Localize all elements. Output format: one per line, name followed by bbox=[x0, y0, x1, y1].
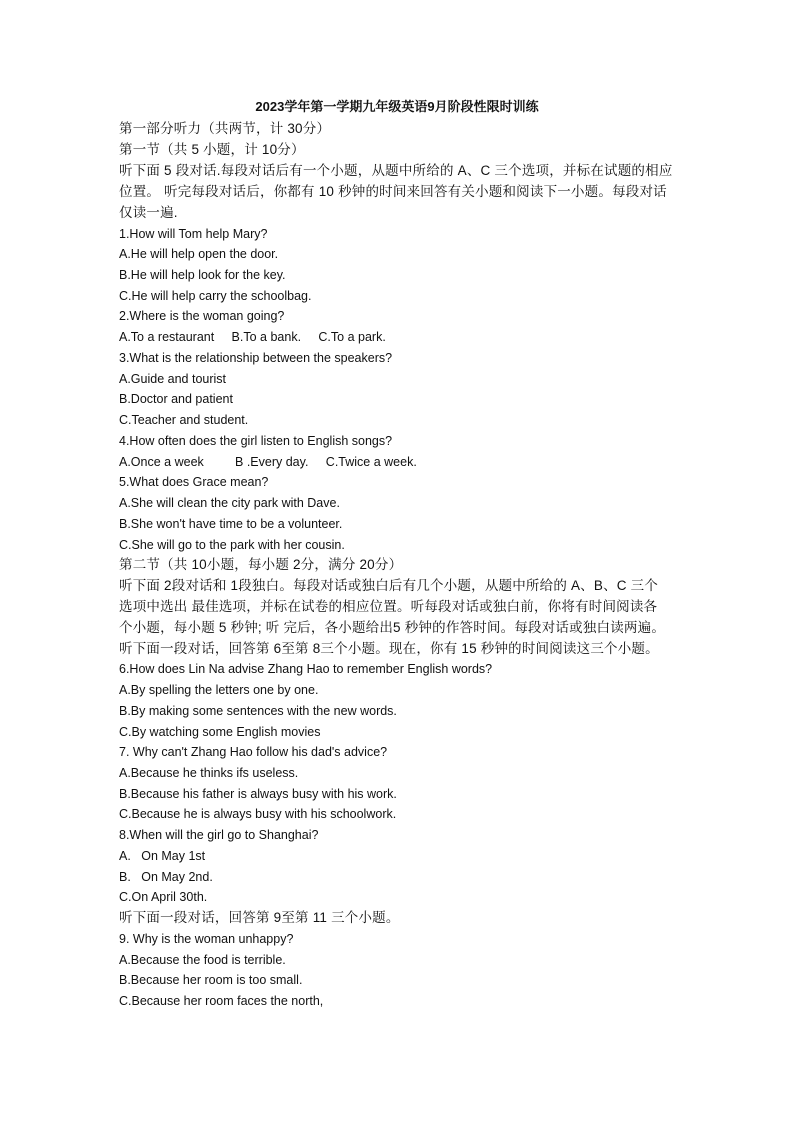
question: 1.How will Tom help Mary? bbox=[119, 227, 268, 241]
answer-option: C.By watching some English movies bbox=[119, 725, 321, 739]
document-title: 2023学年第一学期九年级英语9月阶段性限时训练 bbox=[255, 99, 539, 114]
question: 5.What does Grace mean? bbox=[119, 475, 269, 489]
section-heading: 第一节（共 5 小题，计 10分） bbox=[119, 142, 305, 157]
instruction-line: 听下面 5 段对话.每段对话后有一个小题，从题中所给的 A、C 三个选项，并标在试题的相应 bbox=[119, 163, 673, 178]
answer-option: A.Because the food is terrible. bbox=[119, 953, 286, 967]
question: 3.What is the relationship between the speakers? bbox=[119, 351, 393, 365]
answer-option: B. On May 2nd. bbox=[119, 870, 213, 884]
answer-option: A.Because he thinks ifs useless. bbox=[119, 766, 299, 780]
instruction-line: 位置。 听完每段对话后，你都有 10 秒钟的时间来回答有关小题和阅读下一小题。每段对话 bbox=[119, 184, 667, 199]
instruction-line: 仅读一遍. bbox=[119, 205, 178, 220]
answer-option: B.Because her room is too small. bbox=[119, 973, 303, 987]
instruction-line: 听下面一段对话，回答第 9至第 11 三个小题。 bbox=[119, 910, 400, 925]
answer-option: C.He will help carry the schoolbag. bbox=[119, 289, 312, 303]
answer-option: C.She will go to the park with her cousin. bbox=[119, 538, 345, 552]
instruction-line: 选项中选出 最佳选项，并标在试卷的相应位置。听每段对话或独白前，你将有时间阅读各 bbox=[119, 599, 658, 614]
answer-option: C.Teacher and student. bbox=[119, 413, 249, 427]
question: 7. Why can't Zhang Hao follow his dad's advice? bbox=[119, 745, 388, 759]
question: 8.When will the girl go to Shanghai? bbox=[119, 828, 319, 842]
answer-option: A. On May 1st bbox=[119, 849, 206, 863]
answer-option: B.She won't have time to be a volunteer. bbox=[119, 517, 343, 531]
answer-option: B.By making some sentences with the new words. bbox=[119, 704, 397, 718]
answer-option: A.She will clean the city park with Dave. bbox=[119, 496, 340, 510]
answer-options: A.Once a week B .Every day. C.Twice a week. bbox=[119, 455, 417, 469]
answer-option: C.Because he is always busy with his schoolwork. bbox=[119, 807, 397, 821]
answer-option: B.Doctor and patient bbox=[119, 392, 233, 406]
answer-option: A.By spelling the letters one by one. bbox=[119, 683, 319, 697]
question: 9. Why is the woman unhappy? bbox=[119, 932, 294, 946]
instruction-line: 听下面一段对话，回答第 6至第 8三个小题。现在，你有 15 秒钟的时间阅读这三个小题。 bbox=[119, 641, 659, 656]
answer-option: C.On April 30th. bbox=[119, 890, 208, 904]
question: 4.How often does the girl listen to English songs? bbox=[119, 434, 393, 448]
section-heading: 第二节（共 10小题，每小题 2分，满分 20分） bbox=[119, 557, 403, 572]
answer-option: B.He will help look for the key. bbox=[119, 268, 286, 282]
instruction-line: 个小题，每小题 5 秒钟; 听 完后，各小题给出5 秒钟的作答时间。每段对话或独白读两遍。 bbox=[119, 620, 666, 635]
answer-option: C.Because her room faces the north, bbox=[119, 994, 324, 1008]
question: 2.Where is the woman going? bbox=[119, 309, 285, 323]
answer-option: A.He will help open the door. bbox=[119, 247, 279, 261]
part-heading: 第一部分听力（共两节，计 30分） bbox=[119, 121, 331, 136]
answer-option: A.Guide and tourist bbox=[119, 372, 227, 386]
answer-options: A.To a restaurant B.To a bank. C.To a park. bbox=[119, 330, 386, 344]
question: 6.How does Lin Na advise Zhang Hao to remember English words? bbox=[119, 662, 493, 676]
answer-option: B.Because his father is always busy with his work. bbox=[119, 787, 397, 801]
instruction-line: 听下面 2段对话和 1段独白。每段对话或独白后有几个小题，从题中所给的 A、B、C 三个 bbox=[119, 578, 659, 593]
